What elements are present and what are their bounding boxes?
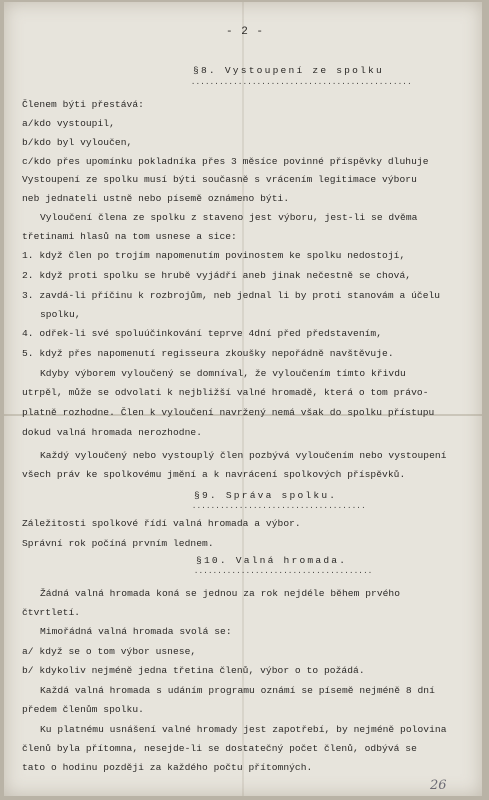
text-line: Mimořádná valná hromada svolá se: <box>40 626 232 637</box>
heading-underline-10: ...................................... <box>194 568 373 576</box>
text-line: Žádná valná hromada koná se jednou za rok nejdéle během prvého <box>40 588 401 599</box>
text-line: 2. když proti spolku se hrubě vyjádří aneb jinak nečestně se chová, <box>22 270 412 281</box>
text-line: 5. když přes napomenutí regisseura zkoušky nepořádně navštěvuje. <box>22 348 394 359</box>
text-line: 4. odřek-li své spoluúčinkování teprve 4dní před představením, <box>22 328 383 339</box>
text-line: a/kdo vystoupil, <box>22 118 115 129</box>
text-line: utrpěl, může se odvolati k nejbližší valné hromadě, která o tom právo- <box>22 387 429 398</box>
paper-fold-vertical <box>242 2 244 796</box>
text-line: neb jednateli ustně nebo písemě oznámeno býti. <box>22 193 290 204</box>
text-line: 1. když člen po trojím napomenutím povinostem ke spolku nedostojí, <box>22 250 406 261</box>
section-heading-9: §9. Správa spolku. <box>194 490 338 501</box>
text-line: předem členům spolku. <box>22 704 144 715</box>
text-line: členů byla přítomna, nesejde-li se dostatečný počet členů, odbývá se <box>22 743 417 754</box>
heading-underline-8: ............................................... <box>191 79 412 87</box>
text-line: 3. zavdá-li příčinu k rozbrojům, neb jednal li by proti stanovám a účelu <box>22 290 441 301</box>
section-heading-8: §8. Vystoupení ze spolku <box>193 65 384 76</box>
text-line: a/ když se o tom výbor usnese, <box>22 646 197 657</box>
text-line: Vystoupení ze spolku musí býti současně s vrácením legitimace výboru <box>22 174 417 185</box>
text-line: b/kdo byl vyloučen, <box>22 137 133 148</box>
text-line: tato o hodinu později za každého počtu přítomných. <box>22 762 313 773</box>
text-line: dokud valná hromada nerozhodne. <box>22 427 203 438</box>
text-line: všech práv ke spolkovému jmění a k navrácení spolkových příspěvků. <box>22 469 406 480</box>
page-number: - 2 - <box>226 26 265 38</box>
text-line: Záležitosti spolkové řídí valná hromada a výbor. <box>22 518 301 529</box>
text-line: Členem býti přestává: <box>22 99 144 110</box>
text-line: b/ kdykoliv nejméně jedna třetina členů, výbor o to požádá. <box>22 665 365 676</box>
text-line: Vyloučení člena ze spolku z staveno jest výboru, jest-li se dvěma <box>40 212 418 223</box>
text-line: čtvrtletí. <box>22 607 81 618</box>
text-line: třetinami hlasů na tom usnese a sice: <box>22 231 237 242</box>
pencil-page-note: 26 <box>430 778 447 793</box>
section-heading-10: §10. Valná hromada. <box>196 555 348 566</box>
text-line: c/kdo přes upomínku pokladníka přes 3 měsíce povinné příspěvky dluhuje <box>22 156 429 167</box>
text-line: Kdyby výborem vyloučený se domníval, že vyloučením tímto křivdu <box>40 368 406 379</box>
text-line: Správní rok počíná prvním lednem. <box>22 538 214 549</box>
heading-underline-9: ..................................... <box>192 503 366 511</box>
text-line: platně rozhodne. Člen k vyloučení navržený nemá však do spolku přístupu <box>22 407 435 418</box>
document-page <box>4 2 482 796</box>
text-line: Každý vyloučený nebo vystouplý člen pozbývá vyloučením nebo vystoupení <box>40 450 447 461</box>
text-line: Ku platnému usnášení valné hromady jest zapotřebí, by nejméně polovina <box>40 724 447 735</box>
text-line: spolku, <box>40 309 81 320</box>
text-line: Každá valná hromada s udáním programu oznámí se písemě nejméně 8 dní <box>40 685 435 696</box>
